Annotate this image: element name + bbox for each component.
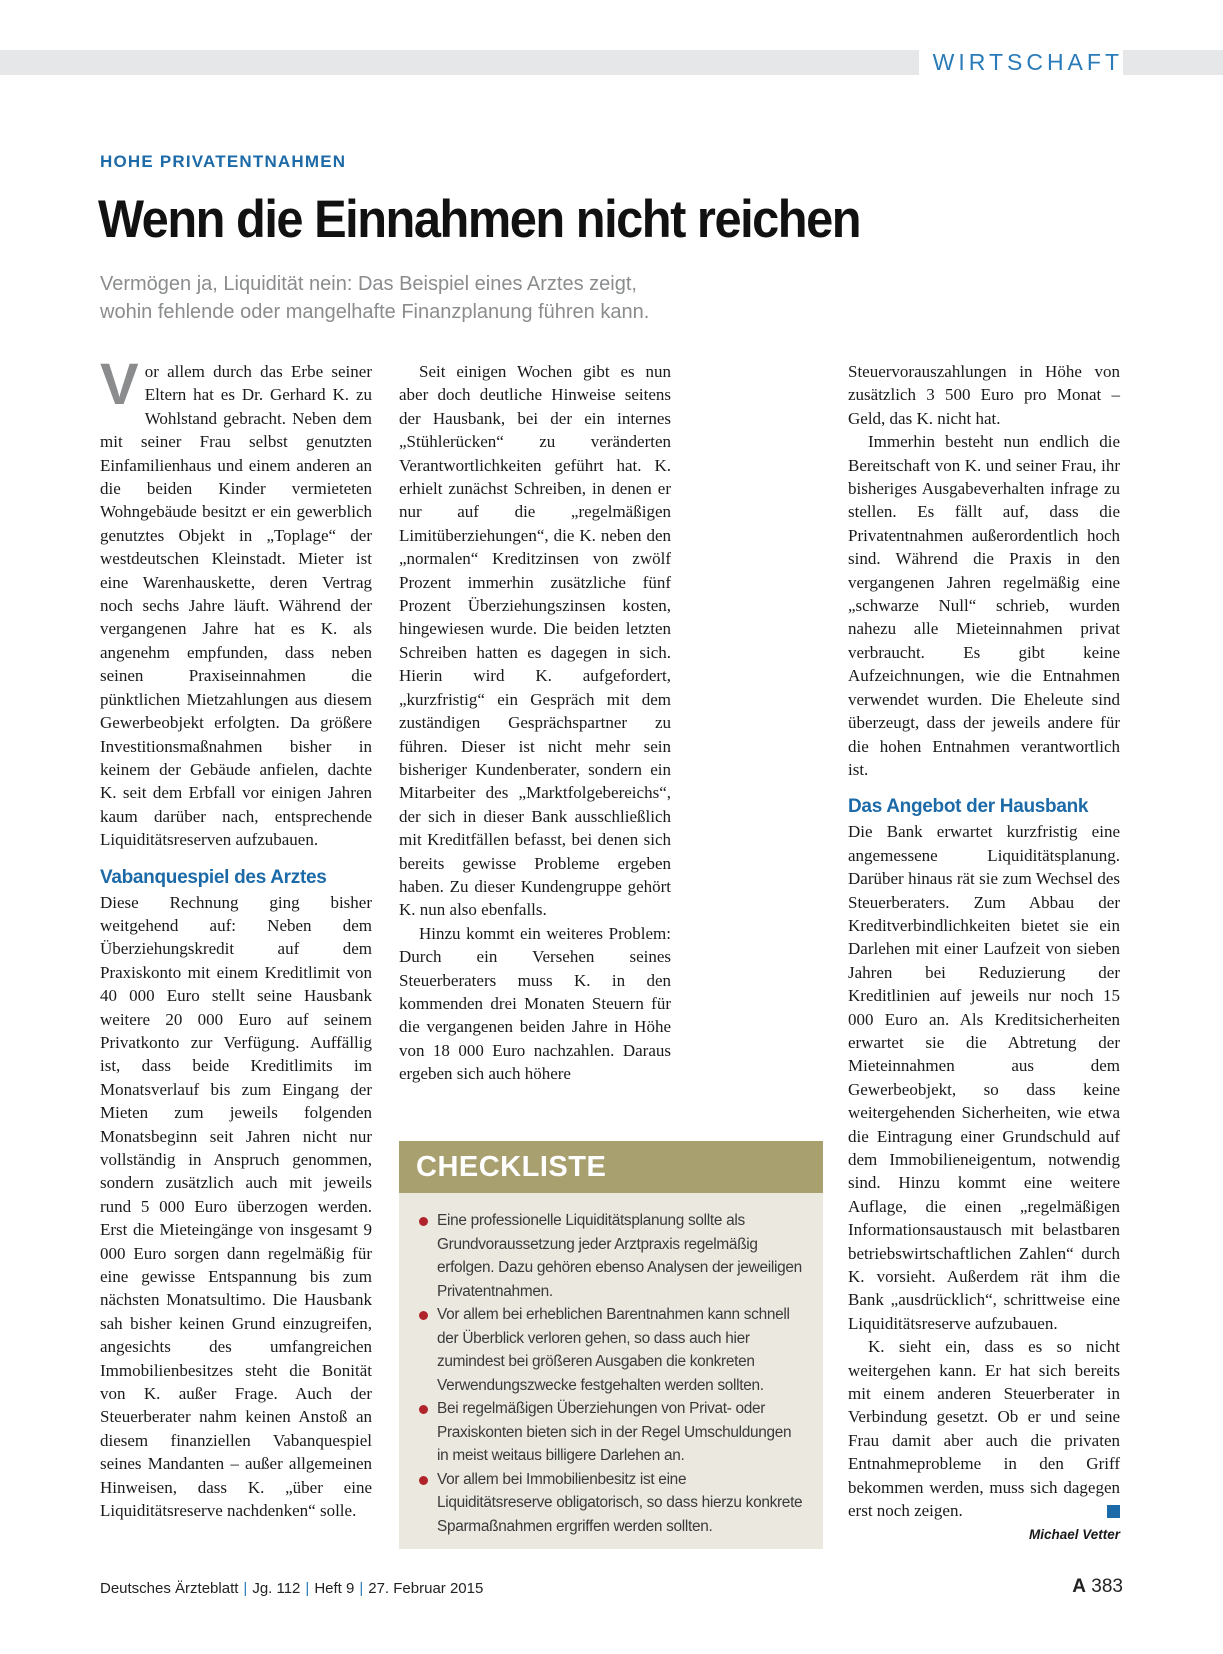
paragraph-text: K. sieht ein, dass es so nicht weitergehen kann. Er hat sich bereits mit einem anderen Steuerberater in Verbindung gesetzt. Ob er und seine Frau damit aber auch die privaten Entnahmeprobleme in den Griff bekommen werden, muss sich dagegen erst noch zeigen.	[848, 1337, 1120, 1521]
page-number-value: 383	[1091, 1576, 1123, 1597]
checklist-item-text: Eine professionelle Liquiditätsplanung sollte als Grundvoraussetzung jeder Arztpraxis regelmäßig erfolgen. Dazu gehören ebenso Analysen der jeweiligen Privatentnahmen.	[437, 1212, 802, 1300]
checklist-item-text: Vor allem bei erheblichen Barentnahmen kann schnell der Überblick verloren gehen, so dass auch hier zumindest bei größeren Ausgaben die konkreten Verwendungszwecke festgehalten werden sollten.	[437, 1306, 790, 1394]
article-paragraph: Diese Rechnung ging bisher weitgehend auf: Neben dem Überziehungskredit auf dem Praxiskonto mit einem Kreditlimit von 40 000 Euro stellt seine Hausbank weitere 20 000 Euro auf seinem Privatkonto zur Verfügung. Auffällig ist, dass beide Kreditlimits im Monatsverlauf bis zum Eingang der Mieten zum jeweils folgenden Monatsbeginn seit Jahren nicht nur vollständig in Anspruch genommen, sondern zusätzlich auch mit jeweils rund 5 000 Euro überzogen werden. Erst die Mieteingänge von insgesamt 9 000 Euro sorgen dann regelmäßig für eine gewisse Entspannung bis zum nächsten Monatsultimo. Die Hausbank sah bisher keinen Grund einzugreifen, angesichts des umfangreichen Immobilienbesitzes steht die Bonität von K. außer Frage. Auch der Steuerberater nahm keinen Anstoß an diesem finanziellen Vabanquespiel seines Mandanten – außer allgemeinen Hinweisen, dass K. „über eine Liquiditätsreserve nachdenken“ solle.	[100, 892, 372, 1521]
paragraph-text: or allem durch das Erbe seiner Eltern hat es Dr. Gerhard K. zu Wohlstand gebracht. Neben dem mit seiner Frau selbst genutzten Einfamilienhaus und einem anderen an die beiden Kinder vermieteten Wohngebäude besitzt er ein gewerblich genutztes Objekt in „Toplage“ der westdeutschen Kleinstadt. Mieter ist eine Warenhauskette, deren Vertrag noch sechs Jahre läuft. Während der vergangenen Jahre hat es K. als angenehm empfunden, dass neben seinen Praxiseinnahmen die pünktlichen Mietzahlungen aus diesem Gewerbeobjekt erfolgten. Da größere Investitionsmaßnahmen bisher in keinem der Gebäude anfielen, dachte K. seit dem Erbfall vor einigen Jahren kaum darüber nach, entsprechende Liquiditätsreserven aufzubauen.	[100, 362, 372, 850]
article-headline: Wenn die Einnahmen nicht reichen	[98, 190, 861, 249]
checklist-item-text: Vor allem bei Immobilienbesitz ist eine Liquiditätsreserve obligatorisch, so dass hierzu konkrete Sparmaßnahmen ergriffen werden sollten.	[437, 1470, 803, 1535]
footer-date: 27. Februar 2015	[368, 1580, 484, 1597]
page-number	[1072, 1576, 1123, 1598]
article-kicker: HOHE PRIVATENTNAHMEN	[100, 152, 347, 171]
bullet-icon	[419, 1476, 428, 1485]
end-mark-icon	[1107, 1505, 1120, 1518]
checklist-item	[419, 1209, 803, 1303]
article-paragraph: Hinzu kommt ein weiteres Problem: Durch ein Versehen seines Steuerberaters muss K. in den kommenden drei Monaten Steuern für die vergangenen beiden Jahre in Höhe von 18 000 Euro nachzahlen. Daraus ergeben sich auch höhere	[399, 923, 671, 1084]
article-paragraph: Immerhin besteht nun endlich die Bereitschaft von K. und seiner Frau, ihr bisheriges Ausgabeverhalten infrage zu stellen. Es fällt auf, dass die Privatentnahmen außerordentlich hoch sind. Während die Praxis in den vergangenen Jahren regelmäßig eine „schwarze Null“ schrieb, wurden nahezu alle Mieteinnahmen privat verbraucht. Es gibt keine Aufzeichnungen, wie die Entnahmen verwendet wurden. Die Eheleute sind überzeugt, dass der jeweils andere für die hohen Entnahmen verantwortlich ist.	[848, 432, 1120, 779]
section-label: WIRTSCHAFT	[919, 48, 1123, 76]
footer-issue: Heft 9	[314, 1580, 355, 1597]
article-paragraph: Die Bank erwartet kurzfristig eine angemessene Liquiditätsplanung. Darüber hinaus rät sie zum Wechsel des Steuerberaters. Zum Abbau der Kreditverbindlichkeiten bietet sie ein Darlehen mit einer Laufzeit von sieben Jahren bei Reduzierung der Kreditlinien auf jeweils nur noch 15 000 Euro an. Als Kreditsicherheiten erwartet sie die Abtretung der Mieteinnahmen aus dem Gewerbeobjekt, so dass keine weitergehenden Sicherheiten, wie etwa die Eintragung einer Grundschuld auf dem Immobilieneigentum, notwendig sind. Hinzu kommt eine weitere Auflage, die einen „regelmäßigen Informationsaustausch mit belastbaren betriebswirtschaftlichen Zahlen“ durch K. vorsieht. Außerdem rät ihm die Bank „ausdrücklich“, schrittweise eine Liquiditätsreserve aufzubauen.	[848, 822, 1120, 1333]
page-footer	[100, 1580, 483, 1597]
article-paragraph: Seit einigen Wochen gibt es nun aber doch deutliche Hinweise seitens der Hausbank, bei der ein internes „Stühlerücken“ zu veränderten Verantwortlichkeiten geführt hat. K. erhielt zunächst Schreiben, in denen er nur auf die „regelmäßigen Limitüberziehungen“, die K. neben den „normalen“ Kreditzinsen von zwölf Prozent immerhin zusätzliche fünf Prozent Überziehungszinsen kosten, hingewiesen wurde. Die beiden letzten Schreiben hatten es dagegen in sich. Hierin wird K. aufgefordert, „kurzfristig“ ein Gespräch mit dem zuständigen Gesprächspartner zu führen. Dieser ist nicht mehr sein bisheriger Kundenberater, sondern ein Mitarbeiter des „Marktfolgebereichs“, der sich in dieser Bank ausschließlich mit Kreditfällen befasst, bei denen sich bereits gewisse Probleme ergeben haben. Zu dieser Kundengruppe gehört K. nun also ebenfalls.	[399, 362, 671, 920]
subheading-angebot-hausbank: Das Angebot der Hausbank	[848, 796, 1089, 818]
checklist-item	[419, 1397, 803, 1468]
drop-cap: V	[100, 352, 139, 417]
article-column-3	[848, 360, 1120, 1545]
article-paragraph	[848, 1335, 1120, 1522]
footer-divider: |	[305, 1580, 310, 1597]
bullet-icon	[419, 1217, 428, 1226]
article-column-1	[100, 352, 372, 1523]
checklist-box	[399, 1141, 823, 1549]
article-author: Michael Vetter	[1028, 1526, 1120, 1542]
checklist-item	[419, 1303, 803, 1397]
bullet-icon	[419, 1405, 428, 1414]
article-standfirst	[100, 270, 820, 326]
checklist-list	[399, 1193, 823, 1538]
checklist-title: CHECKLISTE	[399, 1141, 823, 1193]
footer-publication: Deutsches Ärzteblatt	[100, 1580, 239, 1597]
footer-divider: |	[359, 1580, 364, 1597]
standfirst-line-2: wohin fehlende oder mangelhafte Finanzplanung führen kann.	[100, 301, 650, 323]
checklist-item	[419, 1468, 803, 1539]
page-prefix: A	[1072, 1576, 1087, 1597]
article-column-2	[399, 360, 671, 1086]
article-paragraph	[100, 352, 372, 852]
bullet-icon	[419, 1311, 428, 1320]
footer-divider: |	[243, 1580, 248, 1597]
footer-volume: Jg. 112	[252, 1580, 301, 1597]
article-paragraph: Steuervorauszahlungen in Höhe von zusätzlich 3 500 Euro pro Monat – Geld, das K. nicht hat.	[848, 362, 1120, 428]
standfirst-line-1: Vermögen ja, Liquidität nein: Das Beispiel eines Arztes zeigt,	[100, 273, 637, 295]
checklist-item-text: Bei regelmäßigen Überziehungen von Privat- oder Praxiskonten bieten sich in der Regel Umschuldungen in meist weitaus billigere Darlehen an.	[437, 1400, 792, 1464]
subheading-vabanquespiel: Vabanquespiel des Arztes	[100, 866, 327, 888]
